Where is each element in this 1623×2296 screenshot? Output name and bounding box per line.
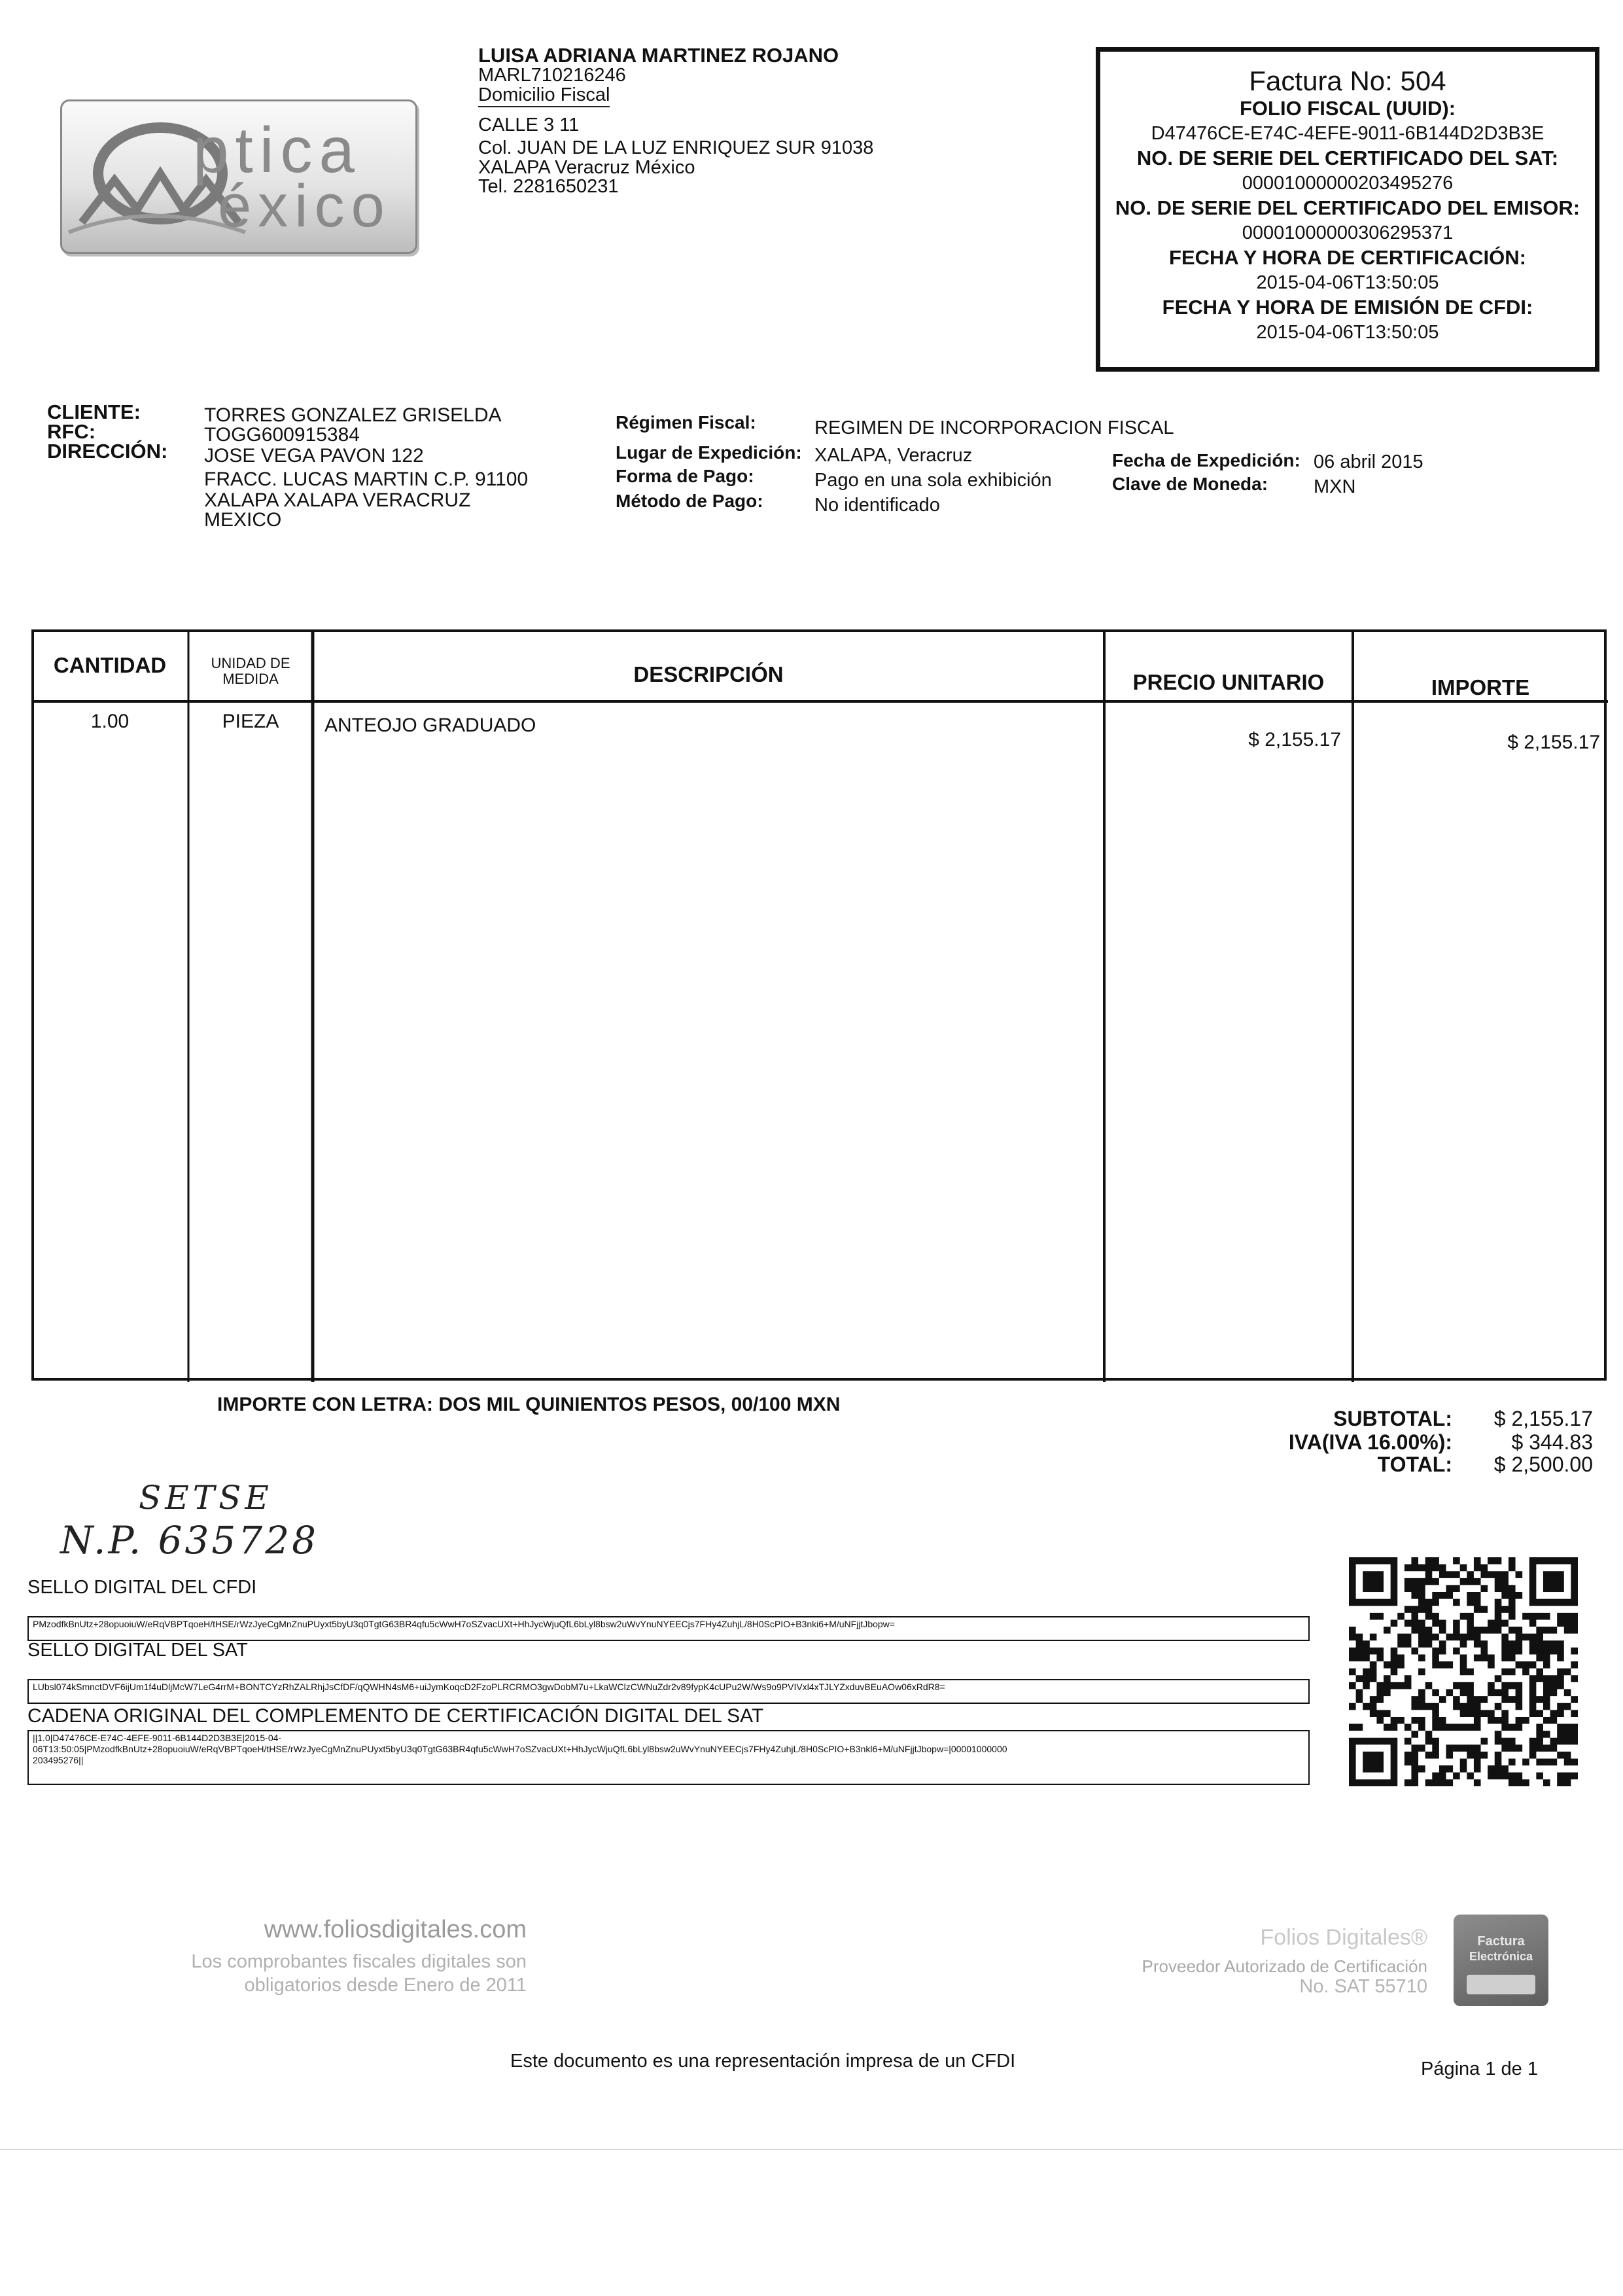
- emisor-cert-value: 00001000000306295371: [1242, 222, 1454, 243]
- footer-notice-line1: Los comprobantes fiscales digitales son: [191, 1951, 527, 1972]
- cfdi-seal-label: SELLO DIGITAL DEL CFDI: [27, 1577, 257, 1598]
- row-importe: $ 2,155.17: [1507, 732, 1600, 753]
- client-name: TORRES GONZALEZ GRISELDA: [204, 404, 502, 426]
- subtotal-value: $ 2,155.17: [1493, 1407, 1593, 1430]
- moneda-label: Clave de Moneda:: [1112, 474, 1268, 494]
- total-label: TOTAL:: [1377, 1453, 1452, 1476]
- sat-seal-box: LUbsl074kSmnctDVF6ijUm1f4uDljMcW7LeG4rrM+BONTCYzRhZALRhjJsCfDF/qQWHN4sM6+uiJymKoqcD2FzoPLRCRMO3gwDobM7u+LkaWClzCWNuZdr2v89fypK4cUPu2W/Ws9o9PVIVxl4xTJLYZxduvBEuAOw06xRdR8=: [27, 1679, 1310, 1704]
- issuer-address-line2: Col. JUAN DE LA LUZ ENRIQUEZ SUR 91038: [478, 137, 874, 158]
- row-descripcion: ANTEOJO GRADUADO: [324, 715, 536, 736]
- fiscal-address-label: Domicilio Fiscal: [478, 85, 610, 107]
- client-label: CLIENTE:: [47, 400, 141, 423]
- cfdi-seal-box: PMzodfkBnUtz+28opuoiuW/eRqVBPTqoeH/tHSE/rWzJyeCgMnZnuPUyxt5byU3q0TgtG63BR4qfu5cWwH7oSZvacUXt+HhJycWjuQfL6bLyl8bsw2uWvYnuNYEECjs7FHy4ZuhjL/8H0ScPIO+B3nki6+M/uNFjjtJbopw=: [27, 1616, 1310, 1641]
- client-address-line2: FRACC. LUCAS MARTIN C.P. 91100: [204, 468, 529, 490]
- client-rfc: TOGG600915384: [204, 424, 360, 446]
- sat-seal-label: SELLO DIGITAL DEL SAT: [27, 1640, 248, 1661]
- footer-notice-line2: obligatorios desde Enero de 2011: [244, 1975, 527, 1996]
- invoice-number: Factura No: 504: [1249, 65, 1446, 96]
- regimen-label: Régimen Fiscal:: [616, 412, 756, 433]
- chain-label: CADENA ORIGINAL DEL COMPLEMENTO DE CERTIFICACIÓN DIGITAL DEL SAT: [27, 1705, 764, 1727]
- logo-text-bottom: éxico: [218, 173, 391, 239]
- qr-code-icon: [1349, 1557, 1578, 1786]
- moneda-value: MXN: [1314, 476, 1356, 497]
- chain-box: [27, 1730, 1310, 1785]
- row-cantidad: 1.00: [90, 711, 130, 732]
- client-address-line4: MEXICO: [204, 509, 282, 531]
- sat-cert-label: NO. DE SERIE DEL CERTIFICADO DEL SAT:: [1136, 147, 1559, 169]
- emission-date-label: FECHA Y HORA DE EMISIÓN DE CFDI:: [1162, 296, 1533, 319]
- provider-name: Folios Digitales®: [1260, 1925, 1427, 1950]
- iva-value: $ 344.83: [1511, 1430, 1593, 1454]
- header-unidad-line1: UNIDAD DE: [211, 655, 290, 671]
- handwritten-note-2: N.P. 635728: [60, 1518, 319, 1563]
- header-cantidad: CANTIDAD: [53, 653, 167, 677]
- logo-text-top: ptica: [193, 114, 362, 186]
- forma-label: Forma de Pago:: [616, 466, 754, 486]
- total-value: $ 2,500.00: [1493, 1453, 1593, 1476]
- cert-date-value: 2015-04-06T13:50:05: [1256, 272, 1439, 293]
- cert-date-label: FECHA Y HORA DE CERTIFICACIÓN:: [1169, 246, 1526, 269]
- row-precio: $ 2,155.17: [1248, 729, 1341, 751]
- scan-edge-line: [0, 2149, 1623, 2150]
- footer-website: www.foliosdigitales.com: [264, 1916, 527, 1943]
- provider-line2: No. SAT 55710: [1299, 1976, 1427, 1997]
- forma-value: Pago en una sola exhibición: [814, 470, 1052, 491]
- badge-line2: Electrónica: [1469, 1950, 1533, 1963]
- header-unidad-line2: MEDIDA: [222, 671, 279, 687]
- metodo-label: Método de Pago:: [616, 491, 763, 511]
- uuid-label: FOLIO FISCAL (UUID):: [1239, 97, 1456, 120]
- address-label: DIRECCIÓN:: [47, 440, 168, 463]
- rfc-label: RFC:: [47, 420, 96, 443]
- chain-line2: 06T13:50:05|PMzodfkBnUtz+28opuoiuW/eRqVBPTqoeH/tHSE/rWzJyeCgMnZnuPUyxt5byU3q0TgtG63BR4qfu5cWwH7oSZvacUXt+HhJycWjuQfL6bLyl8bsw2uWvYnuNYEECjs7FHy4ZuhjL/8H0ScPIO+B3nkl6+M/uNFjjtJbopw=|00001000000: [33, 1744, 1007, 1754]
- header-unidad: [188, 656, 313, 687]
- client-address-line3: XALAPA XALAPA VERACRUZ: [204, 489, 471, 511]
- items-table: [31, 629, 1608, 1382]
- fecha-label: Fecha de Expedición:: [1112, 450, 1300, 470]
- subtotal-label: SUBTOTAL:: [1333, 1407, 1452, 1430]
- iva-label: IVA(IVA 16.00%):: [1288, 1430, 1452, 1454]
- metodo-value: No identificado: [814, 495, 940, 516]
- regimen-value: REGIMEN DE INCORPORACION FISCAL: [814, 417, 1174, 438]
- representation-note: Este documento es una representación impresa de un CFDI: [510, 2051, 1016, 2072]
- row-unidad: PIEZA: [222, 711, 279, 732]
- page-number: Página 1 de 1: [1421, 2058, 1538, 2079]
- issuer-phone: Tel. 2281650231: [478, 176, 619, 197]
- emisor-cert-label: NO. DE SERIE DEL CERTIFICADO DEL EMISOR:: [1115, 196, 1580, 219]
- provider-line1: Proveedor Autorizado de Certificación: [1142, 1956, 1427, 1976]
- issuer-rfc: MARL710216246: [478, 65, 626, 86]
- sat-cert-value: 00001000000203495276: [1242, 173, 1454, 194]
- chain-line1: ||1.0|D47476CE-E74C-4EFE-9011-6B144D2D3B3E|2015-04-: [33, 1733, 282, 1743]
- invoice-info-box: [1096, 47, 1599, 372]
- uuid-value: D47476CE-E74C-4EFE-9011-6B144D2D3B3E: [1151, 123, 1544, 144]
- issuer-address-line1: CALLE 3 11: [478, 115, 580, 135]
- lugar-value: XALAPA, Veracruz: [814, 445, 973, 466]
- chain-line3: 203495276||: [33, 1755, 84, 1765]
- client-address-line1: JOSE VEGA PAVON 122: [204, 445, 424, 467]
- handwritten-note-1: SETSE: [139, 1479, 273, 1517]
- issuer-name: LUISA ADRIANA MARTINEZ ROJANO: [478, 44, 839, 67]
- emission-date-value: 2015-04-06T13:50:05: [1256, 322, 1439, 343]
- header-importe: IMPORTE: [1431, 675, 1530, 699]
- fecha-value: 06 abril 2015: [1314, 451, 1423, 472]
- optica-mexico-logo: [60, 99, 417, 254]
- lugar-label: Lugar de Expedición:: [616, 442, 802, 463]
- header-descripcion: DESCRIPCIÓN: [633, 662, 784, 686]
- badge-line1: Factura: [1477, 1934, 1525, 1949]
- factura-electronica-badge: [1454, 1915, 1548, 2006]
- issuer-address-line3: XALAPA Veracruz México: [478, 157, 695, 178]
- amount-in-words: IMPORTE CON LETRA: DOS MIL QUINIENTOS PESOS, 00/100 MXN: [217, 1394, 841, 1415]
- badge-seal-icon: [1467, 1975, 1535, 1994]
- header-precio: PRECIO UNITARIO: [1132, 670, 1325, 694]
